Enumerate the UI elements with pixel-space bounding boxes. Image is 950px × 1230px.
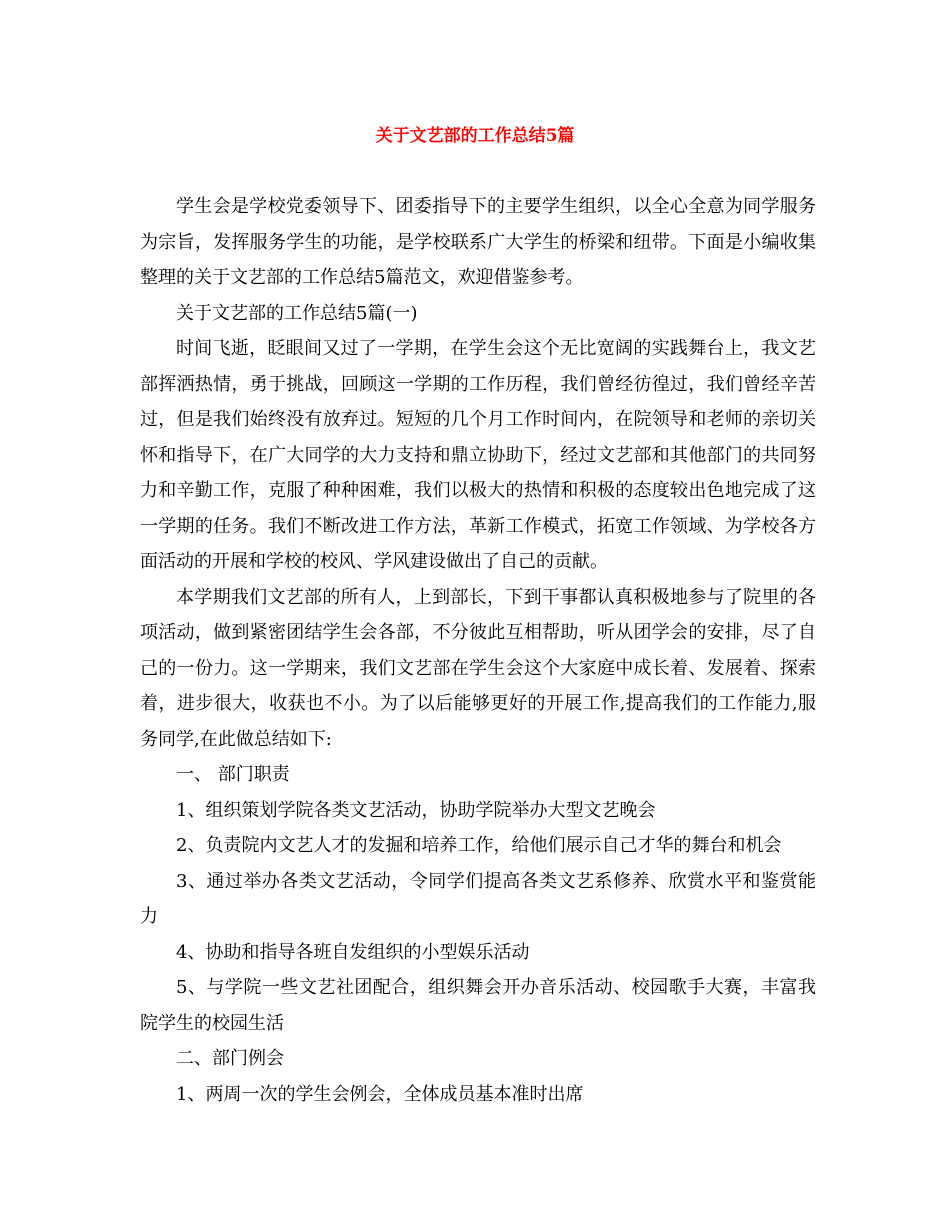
heading-department-meetings: 二、部门例会 (176, 1048, 284, 1069)
document-title: 关于文艺部的工作总结5篇 (375, 126, 575, 146)
list-item: 1、组织策划学院各类文艺活动，协助学院举办大型文艺晚会 (176, 799, 656, 821)
list-item: 3、通过举办各类文艺活动，令同学们提高各类文艺系修养、欣赏水平和鉴赏能力 (140, 870, 816, 927)
document-body (140, 189, 816, 1112)
list-item: 1、两周一次的学生会例会，全体成员基本准时出席 (176, 1083, 584, 1105)
heading-department-duties: 一、 部门职责 (176, 764, 290, 785)
section-heading-1: 关于文艺部的工作总结5篇(一) (176, 302, 418, 324)
list-item: 4、协助和指导各班自发组织的小型娱乐活动 (176, 941, 530, 963)
paragraph-review: 时间飞逝，眨眼间又过了一学期，在学生会这个无比宽阔的实践舞台上，我文艺部挥洒热情，勇于挑战，回顾这一学期的工作历程，我们曾经彷徨过，我们曾经辛苦过，但是我们始终没有放弃过。短短的几个月工作时间内，在院领导和老师的亲切关怀和指导下，在广大同学的大力支持和鼎立协助下，经过文艺部和其他部门的共同努力和辛勤工作，克服了种种困难，我们以极大的热情和积极的态度较出色地完成了这一学期的任务。我们不断改进工作方法，革新工作模式，拓宽工作领域、为学校各方面活动的开展和学校的校风、学风建设做出了自己的贡献。 (140, 338, 816, 572)
paragraph-semester: 本学期我们文艺部的所有人，上到部长，下到干事都认真积极地参与了院里的各项活动，做到紧密团结学生会各部，不分彼此互相帮助，听从团学会的安排，尽了自己的一份力。这一学期来，我们文艺部在学生会这个大家庭中成长着、发展着、探索着，进步很大，收获也不小。为了以后能够更好的开展工作,提高我们的工作能力,服务同学,在此做总结如下: (140, 586, 816, 750)
paragraph-intro: 学生会是学校党委领导下、团委指导下的主要学生组织，以全心全意为同学服务为宗旨，发挥服务学生的功能，是学校联系广大学生的桥梁和纽带。下面是小编收集整理的关于文艺部的工作总结5篇范文，欢迎借鉴参考。 (140, 196, 816, 288)
list-item: 2、负责院内文艺人才的发掘和培养工作，给他们展示自己才华的舞台和机会 (176, 835, 782, 856)
list-item: 5、与学院一些文艺社团配合，组织舞会开办音乐活动、校园歌手大赛，丰富我院学生的校园生活 (140, 977, 816, 1034)
